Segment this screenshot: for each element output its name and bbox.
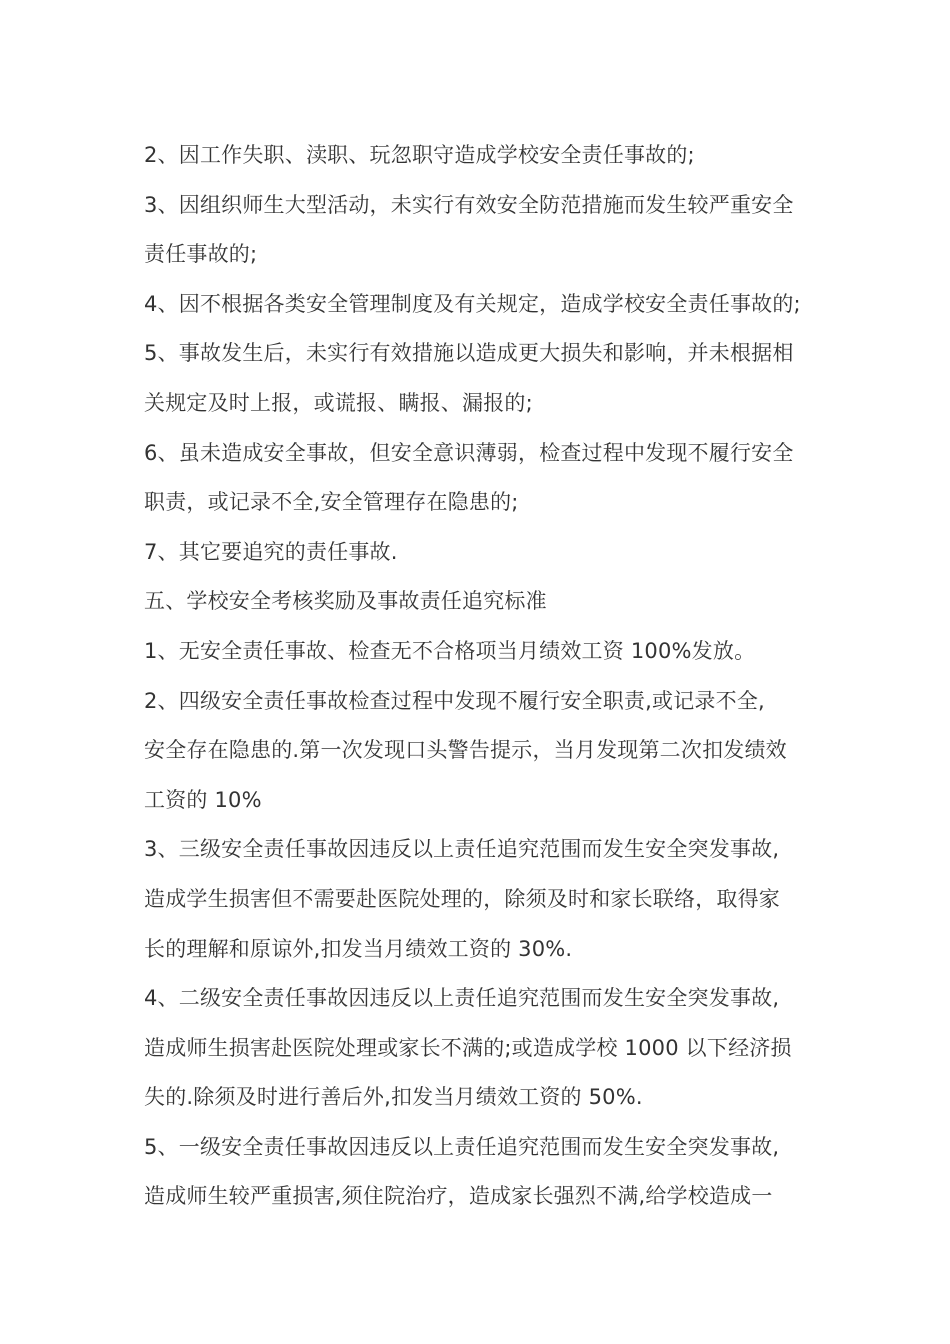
text-line: 4、因不根据各类安全管理制度及有关规定，造成学校安全责任事故的; [144, 291, 801, 316]
text-line: 1、无安全责任事故、检查无不合格项当月绩效工资 100%发放。 [144, 638, 756, 663]
text-line: 安全存在隐患的.第一次发现口头警告提示，当月发现第二次扣发绩效 [144, 738, 787, 763]
text-line: 5、一级安全责任事故因违反以上责任追究范围而发生安全突发事故, [144, 1134, 780, 1159]
text-line: 3、因组织师生大型活动，未实行有效安全防范措施而发生较严重安全 [144, 192, 794, 217]
text-line: 工资的 10% [144, 787, 262, 812]
text-line: 长的理解和原谅外,扣发当月绩效工资的 30%. [144, 936, 573, 961]
text-line: 造成师生较严重损害,须住院治疗，造成家长强烈不满,给学校造成一 [144, 1184, 773, 1209]
text-line: 责任事故的; [144, 242, 258, 267]
text-line: 职责，或记录不全,安全管理存在隐患的; [144, 490, 519, 515]
text-line: 造成学生损害但不需要赴医院处理的，除须及时和家长联络，取得家 [144, 886, 780, 911]
text-line: 造成师生损害赴医院处理或家长不满的;或造成学校 1000 以下经济损 [144, 1035, 792, 1060]
text-line: 3、三级安全责任事故因违反以上责任追究范围而发生安全突发事故, [144, 837, 780, 862]
section-heading: 五、学校安全考核奖励及事故责任追究标准 [144, 589, 547, 614]
text-line: 2、因工作失职、渎职、玩忽职守造成学校安全责任事故的; [144, 143, 695, 167]
text-line: 2、四级安全责任事故检查过程中发现不履行安全职责,或记录不全, [144, 688, 765, 713]
text-line: 4、二级安全责任事故因违反以上责任追究范围而发生安全突发事故, [144, 986, 780, 1011]
text-line: 关规定及时上报，或谎报、瞒报、漏报的; [144, 390, 533, 415]
text-line: 5、事故发生后，未实行有效措施以造成更大损失和影响，并未根据相 [144, 341, 794, 366]
text-line: 6、虽未造成安全事故，但安全意识薄弱，检查过程中发现不履行安全 [144, 440, 794, 465]
text-line: 7、其它要追究的责任事故. [144, 539, 398, 564]
text-line: 失的.除须及时进行善后外,扣发当月绩效工资的 50%. [144, 1085, 643, 1110]
document-body [144, 131, 824, 1222]
